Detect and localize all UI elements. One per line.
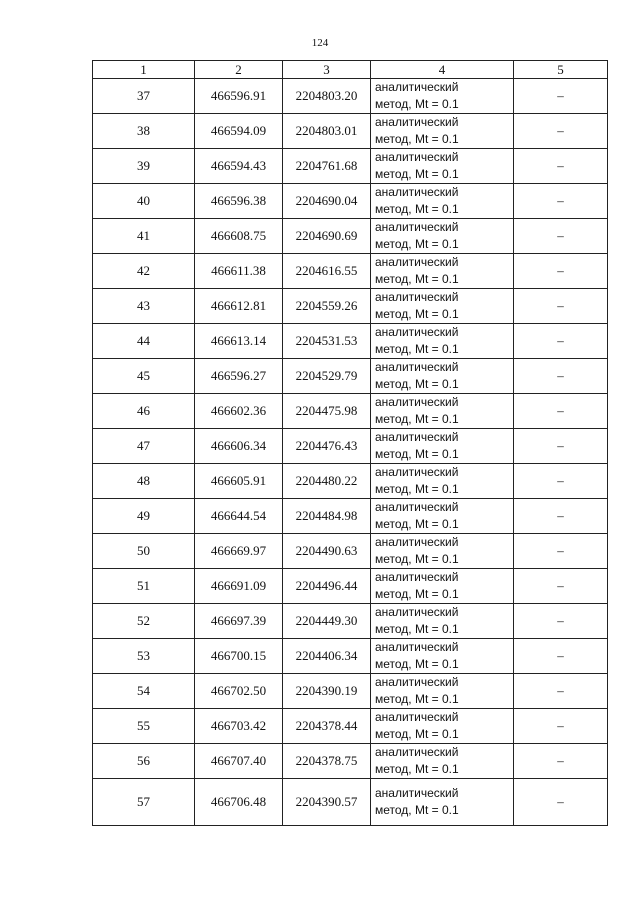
method-cell [371,219,514,254]
method-line-1: аналитический [375,255,459,269]
x-coordinate-cell: 466706.48 [195,779,283,826]
method-line-2: метод, Mt = 0.1 [375,762,459,776]
point-number-cell: 53 [93,639,195,674]
x-coordinate-cell: 466602.36 [195,394,283,429]
column-header-3: 3 [283,61,371,79]
method-line-2: метод, Mt = 0.1 [375,167,459,181]
table-row [93,569,608,604]
table-row [93,779,608,826]
x-coordinate-cell: 466606.34 [195,429,283,464]
method-line-1: аналитический [375,220,459,234]
note-cell: – [514,254,608,289]
method-cell [371,779,514,826]
table-row [93,324,608,359]
y-coordinate-cell: 2204449.30 [283,604,371,639]
y-coordinate-cell: 2204690.04 [283,184,371,219]
method-cell [371,464,514,499]
table-row [93,429,608,464]
page-number: 124 [311,37,329,49]
method-cell [371,324,514,359]
point-number-cell: 50 [93,534,195,569]
x-coordinate-cell: 466611.38 [195,254,283,289]
method-line-2: метод, Mt = 0.1 [375,482,459,496]
y-coordinate-cell: 2204378.44 [283,709,371,744]
column-header-1: 1 [93,61,195,79]
table-row [93,534,608,569]
table-row [93,149,608,184]
method-line-1: аналитический [375,500,459,514]
method-line-1: аналитический [375,430,459,444]
method-line-1: аналитический [375,150,459,164]
method-line-2: метод, Mt = 0.1 [375,377,459,391]
method-line-1: аналитический [375,185,459,199]
method-line-2: метод, Mt = 0.1 [375,342,459,356]
header-row [93,61,608,79]
method-cell [371,289,514,324]
x-coordinate-cell: 466707.40 [195,744,283,779]
x-coordinate-cell: 466703.42 [195,709,283,744]
method-line-1: аналитический [375,465,459,479]
x-coordinate-cell: 466691.09 [195,569,283,604]
table-row [93,359,608,394]
point-number-cell: 55 [93,709,195,744]
y-coordinate-cell: 2204531.53 [283,324,371,359]
method-line-2: метод, Mt = 0.1 [375,803,459,817]
method-line-1: аналитический [375,710,459,724]
method-cell [371,114,514,149]
note-cell: – [514,709,608,744]
method-cell [371,79,514,114]
note-cell: – [514,429,608,464]
method-line-2: метод, Mt = 0.1 [375,692,459,706]
method-line-1: аналитический [375,745,459,759]
note-cell: – [514,359,608,394]
x-coordinate-cell: 466596.38 [195,184,283,219]
y-coordinate-cell: 2204803.20 [283,79,371,114]
y-coordinate-cell: 2204390.19 [283,674,371,709]
x-coordinate-cell: 466596.27 [195,359,283,394]
method-cell [371,394,514,429]
note-cell: – [514,744,608,779]
method-cell [371,149,514,184]
method-cell [371,569,514,604]
table-row [93,674,608,709]
method-cell [371,254,514,289]
table-row [93,254,608,289]
method-cell [371,184,514,219]
method-cell [371,429,514,464]
method-line-2: метод, Mt = 0.1 [375,412,459,426]
table-header [93,61,608,79]
table-row [93,499,608,534]
note-cell: – [514,219,608,254]
note-cell: – [514,149,608,184]
note-cell: – [514,114,608,149]
method-cell [371,674,514,709]
note-cell: – [514,324,608,359]
point-number-cell: 43 [93,289,195,324]
x-coordinate-cell: 466608.75 [195,219,283,254]
method-cell [371,709,514,744]
point-number-cell: 40 [93,184,195,219]
table-row [93,604,608,639]
method-line-2: метод, Mt = 0.1 [375,202,459,216]
column-header-4: 4 [371,61,514,79]
note-cell: – [514,534,608,569]
method-line-2: метод, Mt = 0.1 [375,657,459,671]
method-line-2: метод, Mt = 0.1 [375,727,459,741]
y-coordinate-cell: 2204484.98 [283,499,371,534]
method-cell [371,604,514,639]
table-row [93,464,608,499]
point-number-cell: 41 [93,219,195,254]
method-cell [371,499,514,534]
note-cell: – [514,674,608,709]
note-cell: – [514,499,608,534]
method-line-2: метод, Mt = 0.1 [375,447,459,461]
method-line-2: метод, Mt = 0.1 [375,272,459,286]
point-number-cell: 51 [93,569,195,604]
method-line-1: аналитический [375,80,459,94]
table-row [93,184,608,219]
method-line-2: метод, Mt = 0.1 [375,622,459,636]
x-coordinate-cell: 466605.91 [195,464,283,499]
method-line-1: аналитический [375,535,459,549]
point-number-cell: 48 [93,464,195,499]
x-coordinate-cell: 466697.39 [195,604,283,639]
method-line-2: метод, Mt = 0.1 [375,97,459,111]
x-coordinate-cell: 466644.54 [195,499,283,534]
point-number-cell: 37 [93,79,195,114]
table-row [93,744,608,779]
point-number-cell: 44 [93,324,195,359]
point-number-cell: 38 [93,114,195,149]
point-number-cell: 56 [93,744,195,779]
x-coordinate-cell: 466594.09 [195,114,283,149]
x-coordinate-cell: 466700.15 [195,639,283,674]
column-header-5: 5 [514,61,608,79]
method-line-1: аналитический [375,786,459,800]
column-header-2: 2 [195,61,283,79]
point-number-cell: 47 [93,429,195,464]
x-coordinate-cell: 466594.43 [195,149,283,184]
note-cell: – [514,604,608,639]
y-coordinate-cell: 2204490.63 [283,534,371,569]
x-coordinate-cell: 466702.50 [195,674,283,709]
table-row [93,394,608,429]
note-cell: – [514,569,608,604]
point-number-cell: 39 [93,149,195,184]
y-coordinate-cell: 2204475.98 [283,394,371,429]
note-cell: – [514,779,608,826]
coordinates-table [92,60,608,826]
method-line-1: аналитический [375,675,459,689]
point-number-cell: 42 [93,254,195,289]
note-cell: – [514,394,608,429]
method-line-1: аналитический [375,115,459,129]
y-coordinate-cell: 2204480.22 [283,464,371,499]
x-coordinate-cell: 466612.81 [195,289,283,324]
y-coordinate-cell: 2204378.75 [283,744,371,779]
note-cell: – [514,464,608,499]
method-line-1: аналитический [375,325,459,339]
table-row [93,709,608,744]
table-row [93,79,608,114]
method-line-1: аналитический [375,290,459,304]
method-line-2: метод, Mt = 0.1 [375,552,459,566]
point-number-cell: 52 [93,604,195,639]
method-line-1: аналитический [375,360,459,374]
note-cell: – [514,79,608,114]
method-cell [371,639,514,674]
method-line-1: аналитический [375,395,459,409]
table-row [93,639,608,674]
point-number-cell: 54 [93,674,195,709]
point-number-cell: 49 [93,499,195,534]
x-coordinate-cell: 466613.14 [195,324,283,359]
table-row [93,219,608,254]
y-coordinate-cell: 2204496.44 [283,569,371,604]
method-line-1: аналитический [375,640,459,654]
y-coordinate-cell: 2204390.57 [283,779,371,826]
y-coordinate-cell: 2204803.01 [283,114,371,149]
y-coordinate-cell: 2204476.43 [283,429,371,464]
method-line-2: метод, Mt = 0.1 [375,307,459,321]
note-cell: – [514,639,608,674]
y-coordinate-cell: 2204690.69 [283,219,371,254]
x-coordinate-cell: 466669.97 [195,534,283,569]
point-number-cell: 46 [93,394,195,429]
method-line-2: метод, Mt = 0.1 [375,132,459,146]
y-coordinate-cell: 2204406.34 [283,639,371,674]
method-line-1: аналитический [375,605,459,619]
method-line-1: аналитический [375,570,459,584]
method-line-2: метод, Mt = 0.1 [375,237,459,251]
table-body [93,79,608,826]
y-coordinate-cell: 2204559.26 [283,289,371,324]
y-coordinate-cell: 2204529.79 [283,359,371,394]
x-coordinate-cell: 466596.91 [195,79,283,114]
method-cell [371,534,514,569]
point-number-cell: 45 [93,359,195,394]
note-cell: – [514,184,608,219]
table-row [93,114,608,149]
y-coordinate-cell: 2204761.68 [283,149,371,184]
table-row [93,289,608,324]
method-line-2: метод, Mt = 0.1 [375,517,459,531]
method-line-2: метод, Mt = 0.1 [375,587,459,601]
y-coordinate-cell: 2204616.55 [283,254,371,289]
method-cell [371,744,514,779]
method-cell [371,359,514,394]
point-number-cell: 57 [93,779,195,826]
note-cell: – [514,289,608,324]
